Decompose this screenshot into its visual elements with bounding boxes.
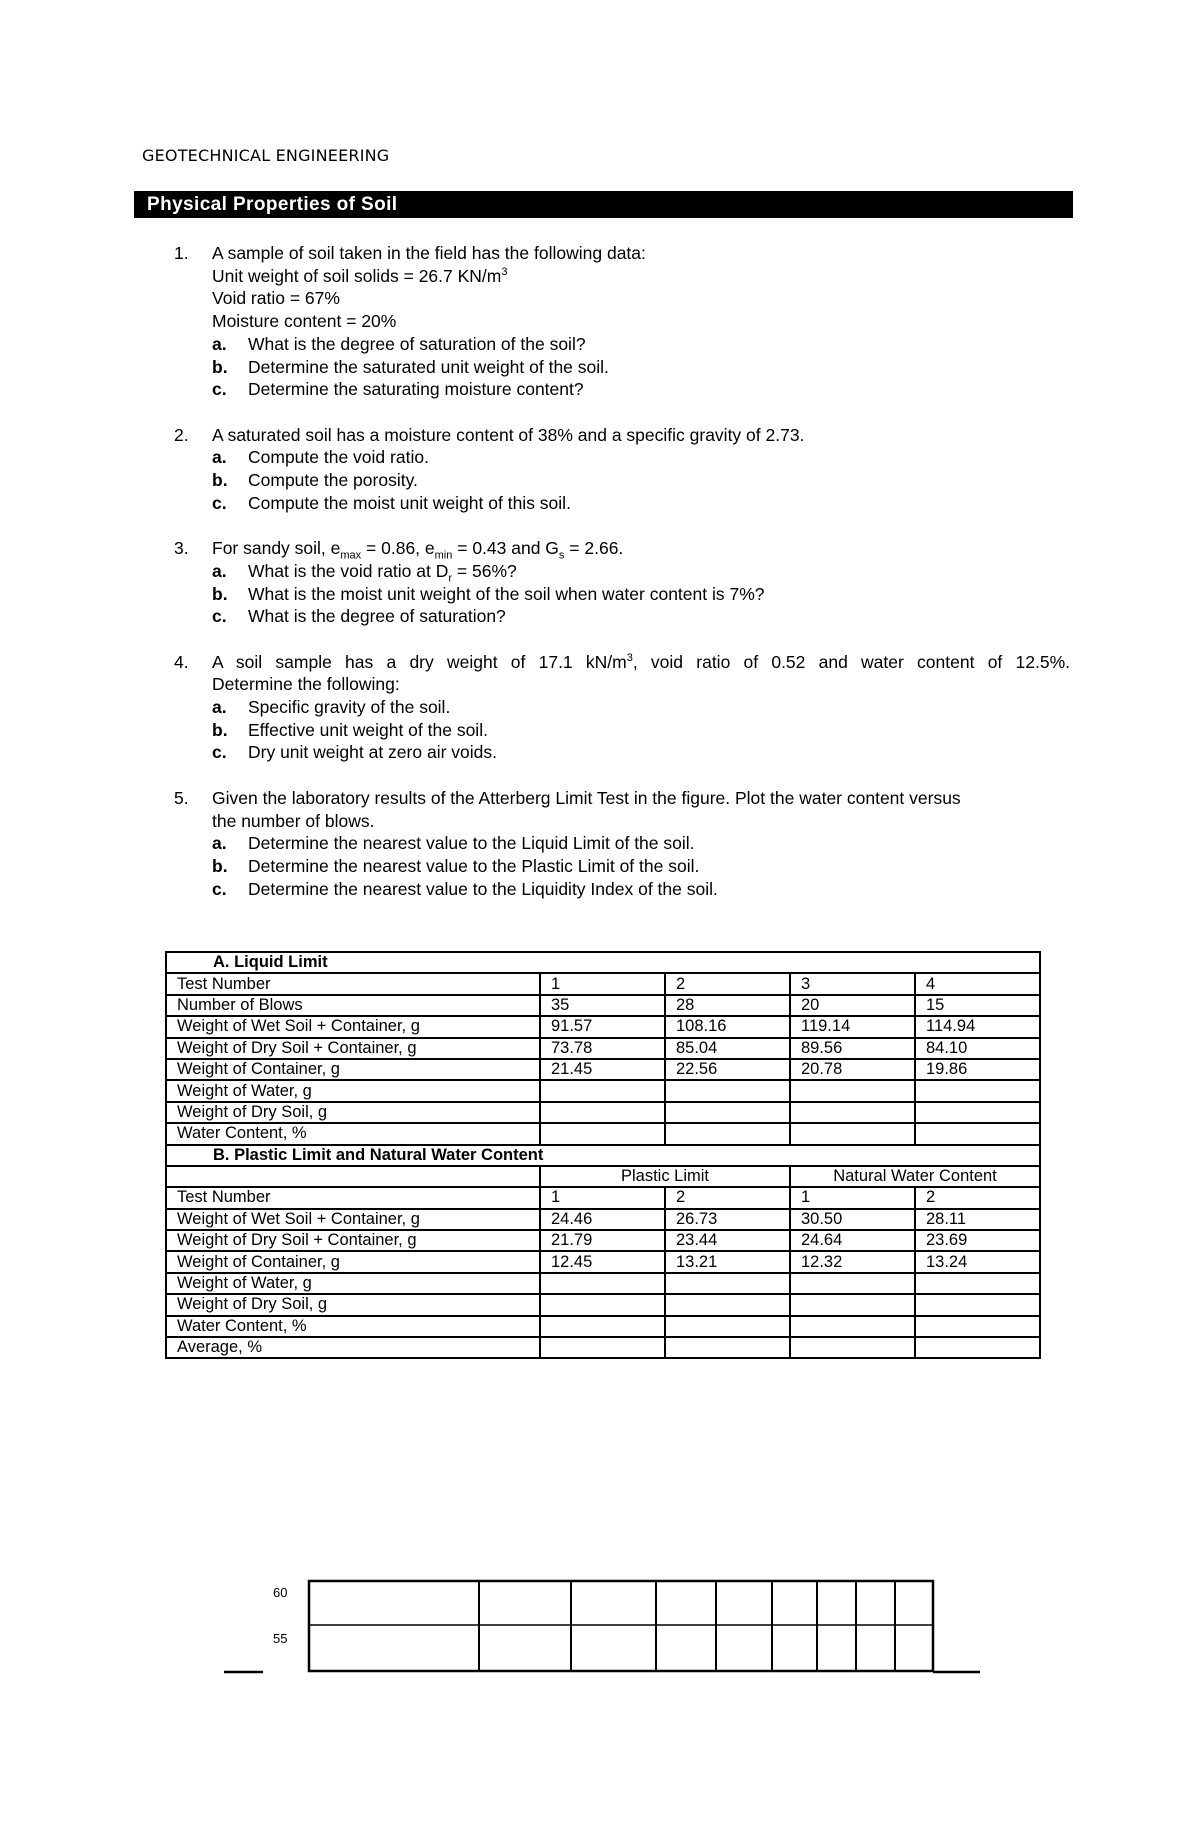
table-cell — [665, 1337, 790, 1358]
table-section-title: A. Liquid Limit — [166, 952, 1040, 973]
table-cell — [915, 1294, 1040, 1315]
table-cell: 13.21 — [665, 1251, 790, 1272]
table-row — [166, 1038, 1040, 1059]
table-row — [166, 995, 1040, 1016]
sub-question — [212, 719, 1070, 742]
sub-text: Specific gravity of the soil. — [248, 697, 451, 718]
sub-text: Compute the moist unit weight of this soil. — [248, 492, 571, 513]
table-cell: 21.45 — [540, 1059, 665, 1080]
table-cell: 23.44 — [665, 1230, 790, 1251]
table-row — [166, 1102, 1040, 1123]
sub-question — [212, 469, 1070, 492]
table-cell — [665, 1273, 790, 1294]
superscript: 3 — [501, 265, 508, 278]
sub-text: Determine the saturating moisture content? — [248, 379, 584, 400]
table-row — [166, 1251, 1040, 1272]
table-cell — [915, 1080, 1040, 1101]
superscript: 3 — [626, 651, 633, 664]
table-cell — [790, 1123, 915, 1144]
table-row — [166, 1187, 1040, 1208]
sub-text: What is the moist unit weight of the soil when water content is 7%? — [248, 583, 765, 604]
sub-letter: b. — [212, 470, 228, 491]
sub-letter: c. — [212, 742, 227, 763]
problem-text: A saturated soil has a moisture content of 38% and a specific gravity of 2.73. — [212, 424, 805, 445]
table-row — [166, 1316, 1040, 1337]
table-cell — [790, 1102, 915, 1123]
problem-text: , void ratio of 0.52 and water content of 12.5%. — [632, 651, 1070, 672]
table-cell — [915, 1273, 1040, 1294]
problem-text: = 2.66. — [564, 538, 624, 559]
problem-1 — [170, 242, 1070, 401]
table-cell: 89.56 — [790, 1038, 915, 1059]
table-cell — [790, 1337, 915, 1358]
sub-question — [212, 696, 1070, 719]
sub-letter: b. — [212, 855, 228, 876]
table-cell — [915, 1102, 1040, 1123]
group-label: Plastic Limit — [540, 1166, 790, 1187]
problem-5 — [170, 787, 1070, 901]
table-section-row — [166, 952, 1040, 973]
table-cell — [915, 1123, 1040, 1144]
sub-letter: a. — [212, 560, 227, 581]
table-cell — [166, 1166, 540, 1187]
table-cell: 24.64 — [790, 1230, 915, 1251]
table-row — [166, 1059, 1040, 1080]
sub-letter: b. — [212, 356, 228, 377]
problem-number: 4. — [174, 651, 189, 672]
table-cell: 4 — [915, 973, 1040, 994]
document-header: GEOTECHNICAL ENGINEERING — [142, 146, 390, 165]
problem-2 — [170, 424, 1070, 515]
table-cell: 12.32 — [790, 1251, 915, 1272]
subscript: s — [558, 549, 565, 562]
sub-text: What is the degree of saturation? — [248, 606, 506, 627]
table-cell: 12.45 — [540, 1251, 665, 1272]
table-cell — [790, 1294, 915, 1315]
atterberg-data-table — [165, 951, 1041, 1359]
table-cell: 108.16 — [665, 1016, 790, 1037]
sub-text: Compute the void ratio. — [248, 447, 429, 468]
table-cell: 23.69 — [915, 1230, 1040, 1251]
table-cell: 13.24 — [915, 1251, 1040, 1272]
row-label: Weight of Dry Soil + Container, g — [166, 1038, 540, 1059]
row-label: Weight of Dry Soil, g — [166, 1102, 540, 1123]
row-label: Weight of Water, g — [166, 1080, 540, 1101]
problem-4 — [170, 651, 1070, 765]
row-label: Water Content, % — [166, 1123, 540, 1144]
problem-text: Moisture content = 20% — [212, 311, 397, 332]
sub-question — [212, 583, 1070, 606]
sub-question — [212, 605, 1070, 628]
sub-question — [212, 832, 1070, 855]
table-cell: 1 — [540, 973, 665, 994]
table-cell — [665, 1294, 790, 1315]
row-label: Test Number — [166, 1187, 540, 1208]
section-title: Physical Properties of Soil — [134, 191, 1073, 218]
sub-question — [212, 446, 1070, 469]
sub-question — [212, 333, 1070, 356]
row-label: Weight of Wet Soil + Container, g — [166, 1209, 540, 1230]
table-cell: 26.73 — [665, 1209, 790, 1230]
problem-number: 3. — [174, 538, 189, 559]
problem-text: Void ratio = 67% — [212, 288, 340, 309]
problem-text: = 0.43 and G — [452, 538, 559, 559]
sub-question — [212, 560, 1070, 583]
table-cell: 24.46 — [540, 1209, 665, 1230]
table-cell: 114.94 — [915, 1016, 1040, 1037]
sub-text: Determine the saturated unit weight of the soil. — [248, 356, 609, 377]
y-tick-label: 55 — [273, 1631, 288, 1646]
table-cell: 2 — [665, 973, 790, 994]
table-cell — [665, 1316, 790, 1337]
row-label: Weight of Dry Soil, g — [166, 1294, 540, 1315]
subscript: min — [434, 549, 453, 562]
sub-letter: a. — [212, 833, 227, 854]
row-label: Weight of Wet Soil + Container, g — [166, 1016, 540, 1037]
table-cell — [790, 1316, 915, 1337]
group-label: Natural Water Content — [790, 1166, 1040, 1187]
sub-text: = 56%? — [452, 560, 517, 581]
subscript: r — [448, 572, 453, 585]
sub-letter: b. — [212, 719, 228, 740]
sub-question — [212, 855, 1070, 878]
table-cell: 119.14 — [790, 1016, 915, 1037]
table-cell — [540, 1102, 665, 1123]
row-label: Weight of Container, g — [166, 1251, 540, 1272]
row-label: Average, % — [166, 1337, 540, 1358]
sub-letter: a. — [212, 333, 227, 354]
sub-letter: c. — [212, 606, 227, 627]
problem-number: 5. — [174, 787, 189, 808]
sub-letter: b. — [212, 583, 228, 604]
sub-text: Determine the nearest value to the Plastic Limit of the soil. — [248, 855, 700, 876]
table-cell — [665, 1080, 790, 1101]
table-cell — [540, 1294, 665, 1315]
table-cell: 21.79 — [540, 1230, 665, 1251]
sub-question — [212, 741, 1070, 764]
table-row — [166, 1337, 1040, 1358]
sub-text: What is the void ratio at D — [248, 560, 449, 581]
table-cell — [540, 1080, 665, 1101]
table-cell: 84.10 — [915, 1038, 1040, 1059]
table-cell — [665, 1102, 790, 1123]
table-cell — [540, 1337, 665, 1358]
problem-text: the number of blows. — [212, 810, 375, 831]
table-row — [166, 1080, 1040, 1101]
problem-text — [212, 265, 1070, 288]
table-row — [166, 1273, 1040, 1294]
sub-text: Effective unit weight of the soil. — [248, 719, 488, 740]
table-row — [166, 1294, 1040, 1315]
table-cell — [790, 1080, 915, 1101]
sub-text: Dry unit weight at zero air voids. — [248, 742, 497, 763]
problem-text: Given the laboratory results of the Atterberg Limit Test in the figure. Plot the water content versus — [212, 787, 961, 808]
sub-letter: a. — [212, 447, 227, 468]
table-section-row — [166, 1145, 1040, 1166]
table-row — [166, 1016, 1040, 1037]
table-cell: 3 — [790, 973, 915, 994]
table-cell: 85.04 — [665, 1038, 790, 1059]
row-label: Test Number — [166, 973, 540, 994]
subscript: max — [340, 549, 362, 562]
sub-question — [212, 492, 1070, 515]
row-label: Weight of Dry Soil + Container, g — [166, 1230, 540, 1251]
table-cell: 2 — [665, 1187, 790, 1208]
sub-letter: c. — [212, 379, 227, 400]
problem-list — [170, 242, 1070, 923]
sub-text: Determine the nearest value to the Liquidity Index of the soil. — [248, 878, 718, 899]
table-cell — [915, 1337, 1040, 1358]
table-cell: 1 — [790, 1187, 915, 1208]
table-cell: 2 — [915, 1187, 1040, 1208]
table-cell: 20.78 — [790, 1059, 915, 1080]
table-cell — [665, 1123, 790, 1144]
table-group-header — [166, 1166, 1040, 1187]
table-cell: 73.78 — [540, 1038, 665, 1059]
sub-letter: a. — [212, 697, 227, 718]
sub-question — [212, 378, 1070, 401]
table-cell: 22.56 — [665, 1059, 790, 1080]
table-row — [166, 1230, 1040, 1251]
table-cell: 1 — [540, 1187, 665, 1208]
table-row — [166, 973, 1040, 994]
table-cell: 28.11 — [915, 1209, 1040, 1230]
table-cell — [790, 1273, 915, 1294]
row-label: Weight of Water, g — [166, 1273, 540, 1294]
sub-letter: c. — [212, 878, 227, 899]
problem-text — [212, 537, 1070, 560]
table-cell — [540, 1123, 665, 1144]
table-cell — [915, 1316, 1040, 1337]
problem-text: = 0.86, e — [361, 538, 435, 559]
sub-question — [212, 878, 1070, 901]
table-cell — [540, 1273, 665, 1294]
y-tick-label: 60 — [273, 1585, 288, 1600]
table-row — [166, 1123, 1040, 1144]
sub-text: Compute the porosity. — [248, 470, 418, 491]
table-cell — [540, 1316, 665, 1337]
sub-letter: c. — [212, 492, 227, 513]
table-cell: 15 — [915, 995, 1040, 1016]
table-cell: 30.50 — [790, 1209, 915, 1230]
table-cell: 91.57 — [540, 1016, 665, 1037]
table-cell: 19.86 — [915, 1059, 1040, 1080]
problem-text: Determine the following: — [212, 674, 400, 695]
sub-text: Determine the nearest value to the Liquid Limit of the soil. — [248, 833, 695, 854]
table-section-title: B. Plastic Limit and Natural Water Content — [166, 1145, 1040, 1166]
table-cell: 35 — [540, 995, 665, 1016]
sub-text: What is the degree of saturation of the soil? — [248, 333, 586, 354]
problem-text: Unit weight of soil solids = 26.7 KN/m — [212, 265, 502, 286]
plot-frame — [309, 1581, 933, 1671]
table-row — [166, 1209, 1040, 1230]
problem-text — [212, 651, 1070, 674]
row-label: Weight of Container, g — [166, 1059, 540, 1080]
row-label: Water Content, % — [166, 1316, 540, 1337]
problem-text: A sample of soil taken in the field has the following data: — [212, 243, 646, 263]
table-cell: 28 — [665, 995, 790, 1016]
sub-question — [212, 356, 1070, 379]
table-cell: 20 — [790, 995, 915, 1016]
problem-text: A soil sample has a dry weight of 17.1 kN/m — [212, 651, 627, 672]
problem-number: 2. — [174, 424, 189, 445]
problem-text: For sandy soil, e — [212, 538, 341, 559]
problem-3 — [170, 537, 1070, 628]
problem-number: 1. — [174, 243, 189, 263]
row-label: Number of Blows — [166, 995, 540, 1016]
